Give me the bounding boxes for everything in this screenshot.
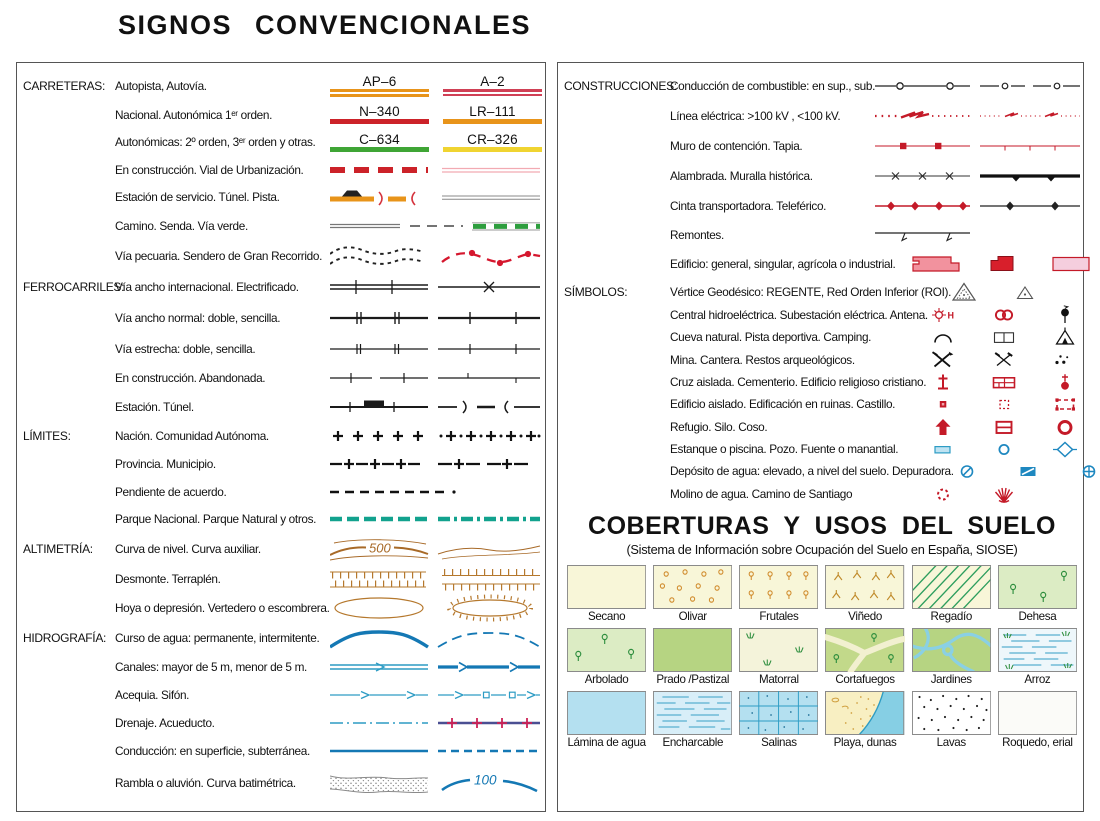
right-legend-panel <box>557 62 1084 812</box>
pond-pool-icon <box>930 438 956 460</box>
cemetery-icon <box>991 371 1017 393</box>
landcover-encharcable: Encharcable <box>653 691 732 749</box>
legend-row-deposito: Depósito de agua: elevado, a nivel del suelo. Depuradora. <box>564 460 1080 482</box>
pending-boundary-symbol <box>330 479 542 505</box>
elevated-tank-icon <box>954 460 980 482</box>
legend-row-nacional: Nacional. Autonómica 1ᵉʳ orden. N–340 LR–111 <box>23 101 542 128</box>
quarry-icon <box>991 349 1017 371</box>
regadio-swatch <box>912 565 991 609</box>
frutales-swatch <box>739 565 818 609</box>
legend-row-rail-estacion: Estación. Túnel. <box>23 392 542 422</box>
encharcable-swatch <box>653 691 732 735</box>
legend-row-muro: Muro de contención. Tapia. <box>564 131 1080 161</box>
via-pecuaria-gr-symbol <box>330 241 542 271</box>
archaeological-remains-icon <box>1052 349 1078 371</box>
landcover-lavas: Lavas <box>912 691 991 749</box>
vinedo-swatch <box>825 565 904 609</box>
arbolado-swatch <box>567 628 646 672</box>
national-boundary-symbol <box>330 423 542 449</box>
legend-row-cinta: Cinta transportadora. Teleférico. <box>564 191 1080 221</box>
road-construction-symbol <box>330 157 542 183</box>
landcover-jardines: Jardines <box>912 628 991 686</box>
landcover-lamina: Lámina de agua <box>567 691 646 749</box>
nacional-symbol: N–340 <box>330 105 429 124</box>
retaining-wall-symbol <box>875 133 1080 159</box>
rail-normal-symbol <box>330 305 542 331</box>
landcover-grid <box>564 565 1080 749</box>
landcover-playa: Playa, dunas <box>825 691 904 749</box>
legend-row-rail-internacional: FERROCARRILES: Vía ancho internacional. Electrificado. <box>23 272 542 302</box>
legend-row-construccion-vial: En construcción. Vial de Urbanización. <box>23 156 542 183</box>
canal-symbol <box>330 654 542 680</box>
autonomica2-symbol: C–634 <box>330 133 429 152</box>
legend-row-vertice: SÍMBOLOS: Vértice Geodésico: REGENTE, Red Orden Inferior (ROI). <box>564 279 1080 304</box>
cave-icon <box>930 326 956 348</box>
legend-row-canales: Canales: mayor de 5 m, menor de 5 m. <box>23 653 542 681</box>
coberturas-title: COBERTURAS Y USOS DEL SUELO <box>588 511 1056 540</box>
legend-row-via-pecuaria: Vía pecuaria. Sendero de Gran Recorrido. <box>23 240 542 272</box>
landcover-cortafuegos: Cortafuegos <box>825 628 904 686</box>
legend-row-parque: Parque Nacional. Parque Natural y otros. <box>23 505 542 533</box>
camino-santiago-shell-icon <box>991 483 1017 505</box>
secano-swatch <box>567 565 646 609</box>
category-hidrografia: HIDROGRAFÍA: <box>23 631 107 645</box>
geodesic-vertex-roi-icon <box>1012 281 1038 303</box>
spring-icon <box>1052 438 1078 460</box>
matorral-swatch <box>739 628 818 672</box>
rail-station-tunnel-symbol <box>330 394 542 420</box>
category-simbolos: SÍMBOLOS: <box>564 284 628 299</box>
landcover-salinas: Salinas <box>739 691 818 749</box>
legend-row-camino: Camino. Senda. Vía verde. <box>23 211 542 240</box>
legend-row-rail-normal: Vía ancho normal: doble, sencilla. <box>23 302 542 333</box>
legend-row-molino: Molino de agua. Camino de Santiago <box>564 482 1080 504</box>
rambla-bathymetric-symbol <box>330 767 542 799</box>
rail-abandoned-symbol <box>330 365 542 391</box>
legend-row-alambrada: Alambrada. Muralla histórica. <box>564 161 1080 191</box>
cortafuegos-swatch <box>825 628 904 672</box>
category-ferrocarriles: FERROCARRILES: <box>23 280 125 294</box>
dehesa-swatch <box>998 565 1077 609</box>
autonomica3-symbol: CR–326 <box>443 133 542 152</box>
legend-row-edificio: Edificio: general, singular, agrícola o industrial. <box>564 249 1080 279</box>
power-line-symbol <box>875 103 1080 129</box>
ground-tank-icon <box>1015 460 1041 482</box>
irrigation-ditch-symbol <box>330 682 542 708</box>
landcover-regadio: Regadío <box>912 565 991 623</box>
legend-row-rambla: Rambla o aluvión. Curva batimétrica. 100 <box>23 765 542 800</box>
svg-text:100: 100 <box>474 772 497 787</box>
province-boundary-symbol <box>330 451 542 477</box>
refuge-icon <box>930 416 956 438</box>
park-boundary-symbol <box>330 506 542 532</box>
legend-row-conduccion-agua: Conducción: en superficie, subterránea. <box>23 737 542 765</box>
water-pipe-symbol <box>330 738 542 764</box>
svg-text:H: H <box>947 310 954 321</box>
legend-row-autonomicas: Autonómicas: 2º orden, 3ᵉʳ orden y otras. C–634 CR–326 <box>23 128 542 156</box>
legend-row-cruz: Cruz aislada. Cementerio. Edificio religioso cristiano. <box>564 371 1080 393</box>
page-title: SIGNOS CONVENCIONALES <box>118 10 532 40</box>
category-carreteras: CARRETERAS: <box>23 79 106 93</box>
svg-text:500: 500 <box>369 540 391 555</box>
legend-row-provincia: Provincia. Municipio. <box>23 450 542 478</box>
jardines-swatch <box>912 628 991 672</box>
landcover-matorral: Matorral <box>739 628 818 686</box>
mine-icon <box>930 349 956 371</box>
rail-international-symbol <box>330 274 542 300</box>
autovia-symbol: A–2 <box>443 75 542 96</box>
substation-icon <box>991 304 1017 326</box>
legend-row-curva-nivel: ALTIMETRÍA: Curva de nivel. Curva auxiliar. 500 <box>23 533 542 564</box>
landcover-roquedo: Roquedo, erial <box>998 691 1077 749</box>
legend-row-combustible: CONSTRUCCIONES: Conducción de combustible: en sup., sub. <box>564 71 1080 101</box>
lavas-swatch <box>912 691 991 735</box>
playa-swatch <box>825 691 904 735</box>
left-legend-panel <box>16 62 546 812</box>
legend-row-linea-electrica: Línea eléctrica: >100 kV , <100 kV. <box>564 101 1080 131</box>
fuel-pipeline-symbol <box>875 73 1080 99</box>
legend-row-central: Central hidroeléctrica. Subestación eléctrica. Antena. H <box>564 304 1080 326</box>
landcover-frutales: Frutales <box>739 565 818 623</box>
legend-row-estanque: Estanque o piscina. Pozo. Fuente o manantial. <box>564 438 1080 460</box>
legend-row-curso-agua: HIDROGRAFÍA: Curso de agua: permanente, intermitente. <box>23 623 542 653</box>
isolated-building-icon <box>930 393 956 415</box>
landcover-secano: Secano <box>567 565 646 623</box>
category-altimetria: ALTIMETRÍA: <box>23 541 93 556</box>
legend-row-cueva: Cueva natural. Pista deportiva. Camping. <box>564 326 1080 348</box>
landcover-olivar: Olivar <box>653 565 732 623</box>
ruins-icon <box>991 393 1017 415</box>
building-symbols <box>895 251 1100 277</box>
arroz-swatch <box>998 628 1077 672</box>
cut-embankment-symbol <box>330 565 542 593</box>
hydro-plant-icon <box>930 304 956 326</box>
legend-row-rail-construccion: En construcción. Abandonada. <box>23 364 542 392</box>
fence-wall-symbol <box>875 163 1080 189</box>
legend-row-desmonte: Desmonte. Terraplén. <box>23 564 542 593</box>
legend-row-remontes: Remontes. <box>564 221 1080 249</box>
water-mill-icon <box>930 483 956 505</box>
geodesic-vertex-regente-icon <box>951 281 977 303</box>
roquedo-swatch <box>998 691 1077 735</box>
legend-row-drenaje: Drenaje. Acueducto. <box>23 709 542 737</box>
category-construcciones: CONSTRUCCIONES: <box>564 79 677 93</box>
legend-row-pendiente: Pendiente de acuerdo. <box>23 478 542 505</box>
sports-field-icon <box>991 326 1017 348</box>
contour-symbol <box>330 534 542 564</box>
legend-row-estacion-servicio: Estación de servicio. Túnel. Pista. <box>23 183 542 211</box>
depression-symbol <box>330 593 542 623</box>
legend-row-hoya: Hoya o depresión. Vertedero o escombrera. <box>23 593 542 623</box>
well-icon <box>991 438 1017 460</box>
autonomica1-symbol: LR–111 <box>443 105 542 124</box>
service-station-tunnel-symbol <box>330 184 542 210</box>
camping-icon <box>1052 326 1078 348</box>
category-limites: LÍMITES: <box>23 429 71 443</box>
landcover-arroz: Arroz <box>998 628 1077 686</box>
landcover-arbolado: Arbolado <box>567 628 646 686</box>
treatment-plant-icon <box>1076 460 1100 482</box>
legend-row-edificio-aislado: Edificio aislado. Edificación en ruinas. Castillo. <box>564 393 1080 415</box>
ski-lift-symbol <box>875 222 1080 248</box>
lamina-swatch <box>567 691 646 735</box>
silo-icon <box>991 416 1017 438</box>
drainage-aqueduct-symbol <box>330 710 542 736</box>
antenna-icon <box>1052 304 1078 326</box>
legend-row-mina: Mina. Cantera. Restos arqueológicos. <box>564 349 1080 371</box>
isolated-cross-icon <box>930 371 956 393</box>
landcover-prado: Prado /Pastizal <box>653 628 732 686</box>
camino-senda-viaverde-symbol <box>330 213 542 239</box>
legend-row-rail-estrecha: Vía estrecha: doble, sencilla. <box>23 333 542 364</box>
autopista-symbol: AP–6 <box>330 75 429 96</box>
watercourse-symbol <box>330 624 542 652</box>
conveyor-cablecar-symbol <box>875 193 1080 219</box>
legend-row-nacion: LÍMITES: Nación. Comunidad Autónoma. <box>23 422 542 450</box>
christian-building-icon <box>1052 371 1078 393</box>
castle-icon <box>1052 393 1078 415</box>
legend-row-autopista: CARRETERAS: Autopista, Autovía. AP–6 A–2 <box>23 71 542 101</box>
rail-narrow-symbol <box>330 336 542 362</box>
olivar-swatch <box>653 565 732 609</box>
bullring-icon <box>1052 416 1078 438</box>
legend-row-acequia: Acequia. Sifón. <box>23 681 542 709</box>
landcover-dehesa: Dehesa <box>998 565 1077 623</box>
coberturas-subt: (Sistema de Información sobre Ocupación del Suelo en España, SIOSE) <box>626 541 1018 557</box>
landcover-vinedo: Viñedo <box>825 565 904 623</box>
salinas-swatch <box>739 691 818 735</box>
prado-swatch <box>653 628 732 672</box>
legend-row-refugio: Refugio. Silo. Coso. <box>564 415 1080 437</box>
